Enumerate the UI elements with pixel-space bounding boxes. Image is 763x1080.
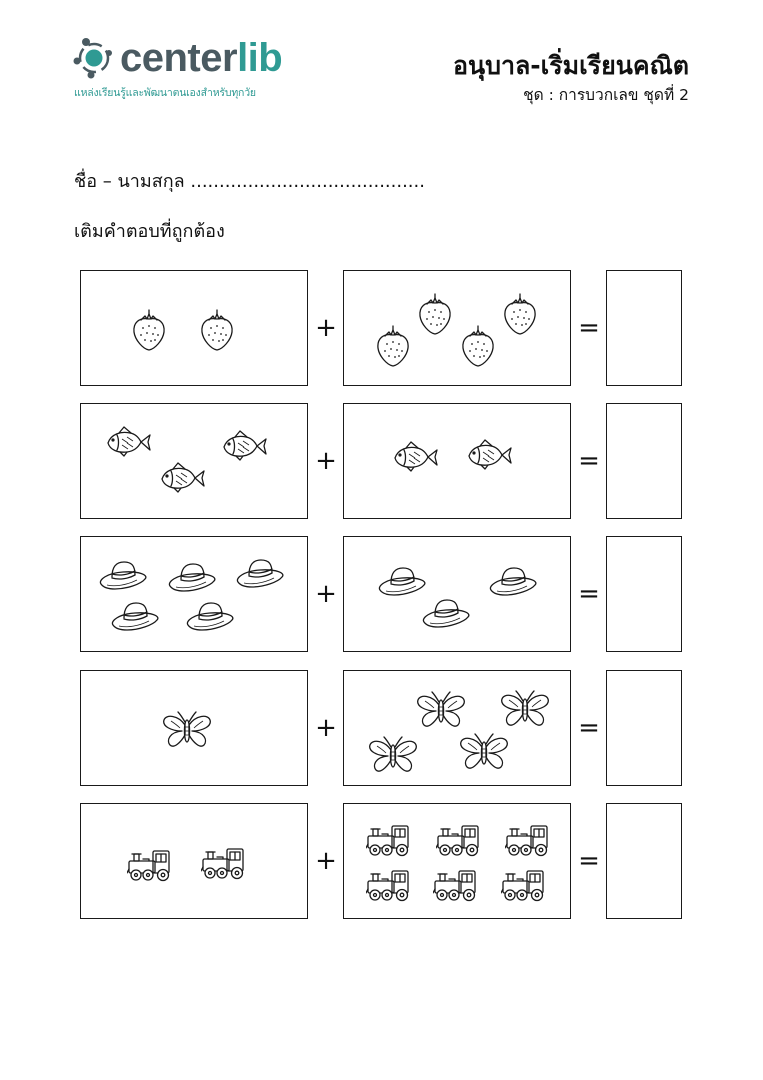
left-picture-box [80,670,308,786]
fish-icon [392,441,440,477]
hat-icon [184,600,236,636]
train-icon [436,821,482,861]
plus-sign: + [315,579,337,609]
strawberry-icon [199,308,235,356]
left-picture-box [80,403,308,519]
strawberry-icon [460,324,496,372]
train-icon [505,821,551,861]
plus-sign: + [315,846,337,876]
answer-box[interactable] [606,803,682,919]
train-icon [501,866,547,906]
strawberry-icon [131,308,167,356]
worksheet-subtitle: ชุด : การบวกเลข ชุดที่ 2 [523,86,689,104]
strawberry-icon [375,324,411,372]
butterfly-icon [500,690,550,732]
strawberry-icon [417,292,453,340]
fish-icon [105,426,153,462]
butterfly-icon [416,691,466,733]
train-icon [366,866,412,906]
hat-icon [97,559,149,595]
answer-box[interactable] [606,670,682,786]
right-picture-box [343,270,571,386]
right-picture-box [343,670,571,786]
logo-tagline: แหล่งเรียนรู้และพัฒนาตนเองสำหรับทุกวัย [74,87,256,99]
equals-sign: = [578,446,600,476]
plus-sign: + [315,713,337,743]
problem-row [80,536,682,654]
answer-box[interactable] [606,270,682,386]
train-icon [433,866,479,906]
name-field-label: ชื่อ – นามสกุล ......................................... [74,171,425,192]
hat-icon [420,597,472,633]
hat-icon [376,565,428,601]
right-picture-box [343,403,571,519]
fish-icon [466,439,514,475]
hat-icon [234,557,286,593]
logo-molecule-icon [72,34,120,82]
equals-sign: = [578,579,600,609]
logo-wordmark: centerlib [120,36,283,80]
fish-icon [159,462,207,498]
strawberry-icon [502,292,538,340]
answer-box[interactable] [606,536,682,652]
equals-sign: = [578,713,600,743]
problem-row [80,803,682,921]
fish-icon [221,430,269,466]
equals-sign: = [578,313,600,343]
centerlib-logo [72,34,302,104]
problem-row [80,270,682,388]
worksheet-title: อนุบาล-เริ่มเรียนคณิต [452,51,689,80]
train-icon [201,844,247,884]
train-icon [366,821,412,861]
butterfly-icon [459,733,509,775]
butterfly-icon [368,736,418,778]
left-picture-box [80,803,308,919]
butterfly-icon [162,711,212,753]
hat-icon [109,600,161,636]
left-picture-box [80,536,308,652]
problem-row [80,670,682,788]
instruction-text: เติมคำตอบที่ถูกต้อง [74,221,225,242]
left-picture-box [80,270,308,386]
plus-sign: + [315,446,337,476]
hat-icon [487,565,539,601]
right-picture-box [343,536,571,652]
equals-sign: = [578,846,600,876]
hat-icon [166,561,218,597]
plus-sign: + [315,313,337,343]
right-picture-box [343,803,571,919]
problem-row [80,403,682,521]
answer-box[interactable] [606,403,682,519]
train-icon [127,846,173,886]
